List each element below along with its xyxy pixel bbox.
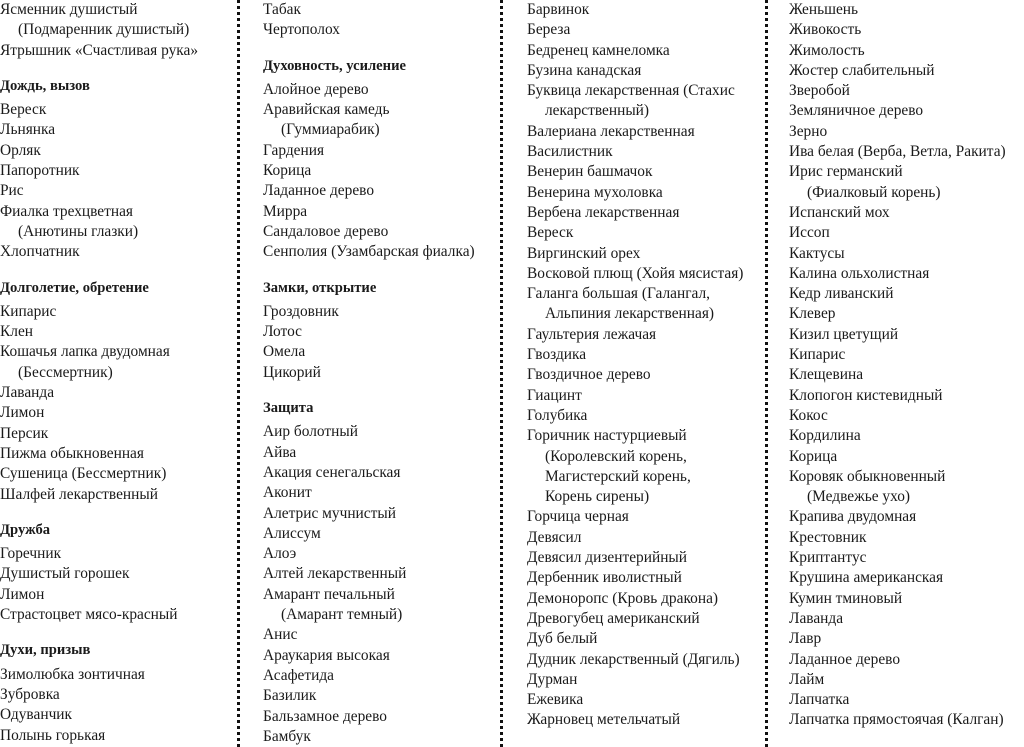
list-item: Зверобой [789,82,850,100]
list-item-continuation: Альпиния лекарственная) [545,305,715,323]
list-item: Хлопчатник [0,243,80,261]
list-item: Венерин башмачок [527,163,653,181]
list-item: Бальзамное дерево [263,707,387,725]
list-item: Аконит [263,484,312,502]
list-item: Гвоздика [527,346,587,364]
list-item: Бамбук [263,727,311,745]
list-item: Кипарис [789,346,846,364]
dotted-divider-1 [237,0,240,747]
list-item: Орляк [0,141,41,159]
list-item: Ладанное дерево [263,182,375,200]
list-item: Алетрис мучнистый [263,504,396,522]
list-item: Девясил [527,528,582,546]
list-item: Жимолость [789,41,865,59]
list-item: Венерина мухоловка [527,183,663,201]
list-item: Древогубец американский [527,609,700,627]
list-item: Сенполия (Узамбарская фиалка) [263,243,475,261]
list-item: Акация сенегальская [263,463,401,481]
list-item: Мирра [263,202,308,220]
list-item: Горечник [0,545,62,563]
section-heading: Защита [263,400,314,417]
section-heading: Дружба [0,521,51,538]
list-item: Страстоцвет мясо-красный [0,606,178,624]
list-item: Лавр [789,630,822,648]
list-item: Дудник лекарственный (Дягиль) [527,650,740,668]
list-item: Жарновец метельчатый [527,711,681,729]
list-item: Табак [263,1,301,18]
list-item: Барвинок [527,1,590,18]
dotted-divider-3 [765,0,768,747]
list-item: Крапива двудомная [789,508,917,526]
list-item: Араукария высокая [263,646,390,664]
section-heading: Духи, призыв [0,642,91,659]
list-item: Крестовник [789,528,867,546]
list-item: Ежевика [527,691,584,709]
list-item: Сандаловое дерево [263,222,389,240]
section-heading: Долголетие, обретение [0,279,149,296]
list-item: Алиссум [263,524,321,542]
list-item: Криптантус [789,549,867,567]
list-item: Лаванда [0,384,55,402]
list-item: Лайм [789,670,825,688]
list-item: Гроздовник [263,302,339,320]
list-item: Жостер слабительный [789,61,935,79]
list-item: Полынь горькая [0,726,106,744]
list-item: Кумин тминовый [789,589,903,607]
list-item: Дербенник иволистный [527,569,682,587]
list-item: Ятрышник «Счастливая рука» [0,41,199,59]
list-item: Испанский мох [789,203,890,221]
column-3 [527,0,765,747]
list-item: Чертополох [263,21,340,39]
list-item: Ива белая (Верба, Ветла, Ракита) [789,143,1006,161]
list-item: Зубровка [0,685,60,703]
list-item: Крушина американская [789,569,944,587]
column-1 [0,0,236,747]
list-item: Галанга большая (Галангал, [527,285,711,303]
list-item: Иссоп [789,224,830,242]
list-item: Алоэ [263,545,297,563]
list-item-continuation: (Медвежье ухо) [807,488,911,506]
list-item: Вербена лекарственная [527,203,680,221]
list-item: Бедренец камнеломка [527,41,670,59]
list-item: Живокость [789,21,862,39]
list-item: Кизил цветущий [789,325,899,343]
list-item: Аравийская камедь [263,101,390,119]
column-4 [789,0,1024,747]
list-item: Виргинский орех [527,244,641,262]
list-item: Бузина канадская [527,61,642,79]
list-item: Кактусы [789,244,845,262]
list-item: Восковой плющ (Хойя мясистая) [527,264,744,282]
list-item: Лапчатка прямостоячая (Калган) [789,711,1004,729]
list-item: Корица [263,162,312,180]
list-item: Омела [263,343,306,361]
list-item: Алтей лекарственный [263,565,407,583]
list-item: Папоротник [0,162,80,180]
list-item: Клещевина [789,366,864,384]
list-item: Ладанное дерево [789,650,901,668]
list-item: Лапчатка [789,691,850,709]
list-item: Алойное дерево [263,80,369,98]
list-item: Голубика [527,406,588,424]
list-item: Калина ольхолистная [789,264,930,282]
section-heading: Замки, открытие [263,279,377,296]
list-item: Горичник настурциевый [527,427,687,445]
list-item: Льнянка [0,121,56,139]
list-item: Кокос [789,406,828,424]
list-item: Асафетида [263,666,335,684]
list-item: Гаультерия лежачая [527,325,657,343]
list-item: Гвоздичное дерево [527,366,651,384]
list-item: Зимолюбка зонтичная [0,665,145,683]
list-item: Василистник [527,143,613,161]
list-item: Амарант печальный [263,585,395,603]
list-item: Фиалка трехцветная [0,202,134,220]
dotted-divider-2 [500,0,503,747]
list-item: Береза [527,21,571,39]
list-item: Лаванда [789,609,844,627]
list-item-continuation: Корень сирены) [545,488,650,506]
list-item: Рис [0,182,24,200]
list-item: Кордилина [789,427,861,445]
list-item: Земляничное дерево [789,102,924,120]
list-item: Кедр ливанский [789,285,894,303]
list-item-continuation: (Подмаренник душистый) [18,21,190,39]
list-item: Корица [789,447,838,465]
list-item: Ирис германский [789,163,903,181]
list-item-continuation: (Бессмертник) [18,363,113,381]
list-item: Дурман [527,670,578,688]
list-item: Клопогон кистевидный [789,386,943,404]
list-item: Горчица черная [527,508,629,526]
list-item: Клен [0,323,34,341]
list-item: Сушеница (Бессмертник) [0,465,167,483]
list-item: Кипарис [0,302,57,320]
list-item: Женьшень [789,1,859,18]
list-item: Анис [263,626,298,644]
list-item: Гардения [263,141,325,159]
list-item: Демоноропс (Кровь дракона) [527,589,719,607]
list-item: Аир болотный [263,423,358,441]
list-item: Лимон [0,585,45,603]
list-item: Одуванчик [0,706,73,724]
list-item-continuation: лекарственный) [545,102,650,120]
list-item: Девясил дизентерийный [527,549,688,567]
list-item: Клевер [789,305,836,323]
list-item: Коровяк обыкновенный [789,467,946,485]
list-item: Буквица лекарственная (Стахис [527,82,735,100]
list-item: Гиацинт [527,386,582,404]
column-2 [263,0,499,747]
list-item: Ясменник душистый [0,1,138,18]
list-item: Лимон [0,404,45,422]
list-item-continuation: (Королевский корень, [545,447,687,465]
list-item: Дуб белый [527,630,598,648]
list-item: Кошачья лапка двудомная [0,343,170,361]
list-item: Шалфей лекарственный [0,485,158,503]
list-item: Лотос [263,323,302,341]
list-item: Персик [0,424,49,442]
list-item: Душистый горошек [0,565,130,583]
list-item-continuation: (Анютины глазки) [18,222,139,240]
list-item-continuation: Магистерский корень, [545,467,691,485]
list-item: Пижма обыкновенная [0,444,144,462]
list-item: Базилик [263,687,317,705]
section-heading: Духовность, усиление [263,57,406,74]
list-item: Валериана лекарственная [527,122,695,140]
list-item-continuation: (Фиалковый корень) [807,183,941,201]
list-item: Айва [263,443,297,461]
list-item: Вереск [0,101,47,119]
section-heading: Дождь, вызов [0,77,90,94]
list-item-continuation: (Амарант темный) [281,606,403,624]
list-item: Цикорий [263,363,321,381]
list-item-continuation: (Гуммиарабик) [281,121,380,139]
list-item: Вереск [527,224,574,242]
list-item: Зерно [789,122,828,140]
